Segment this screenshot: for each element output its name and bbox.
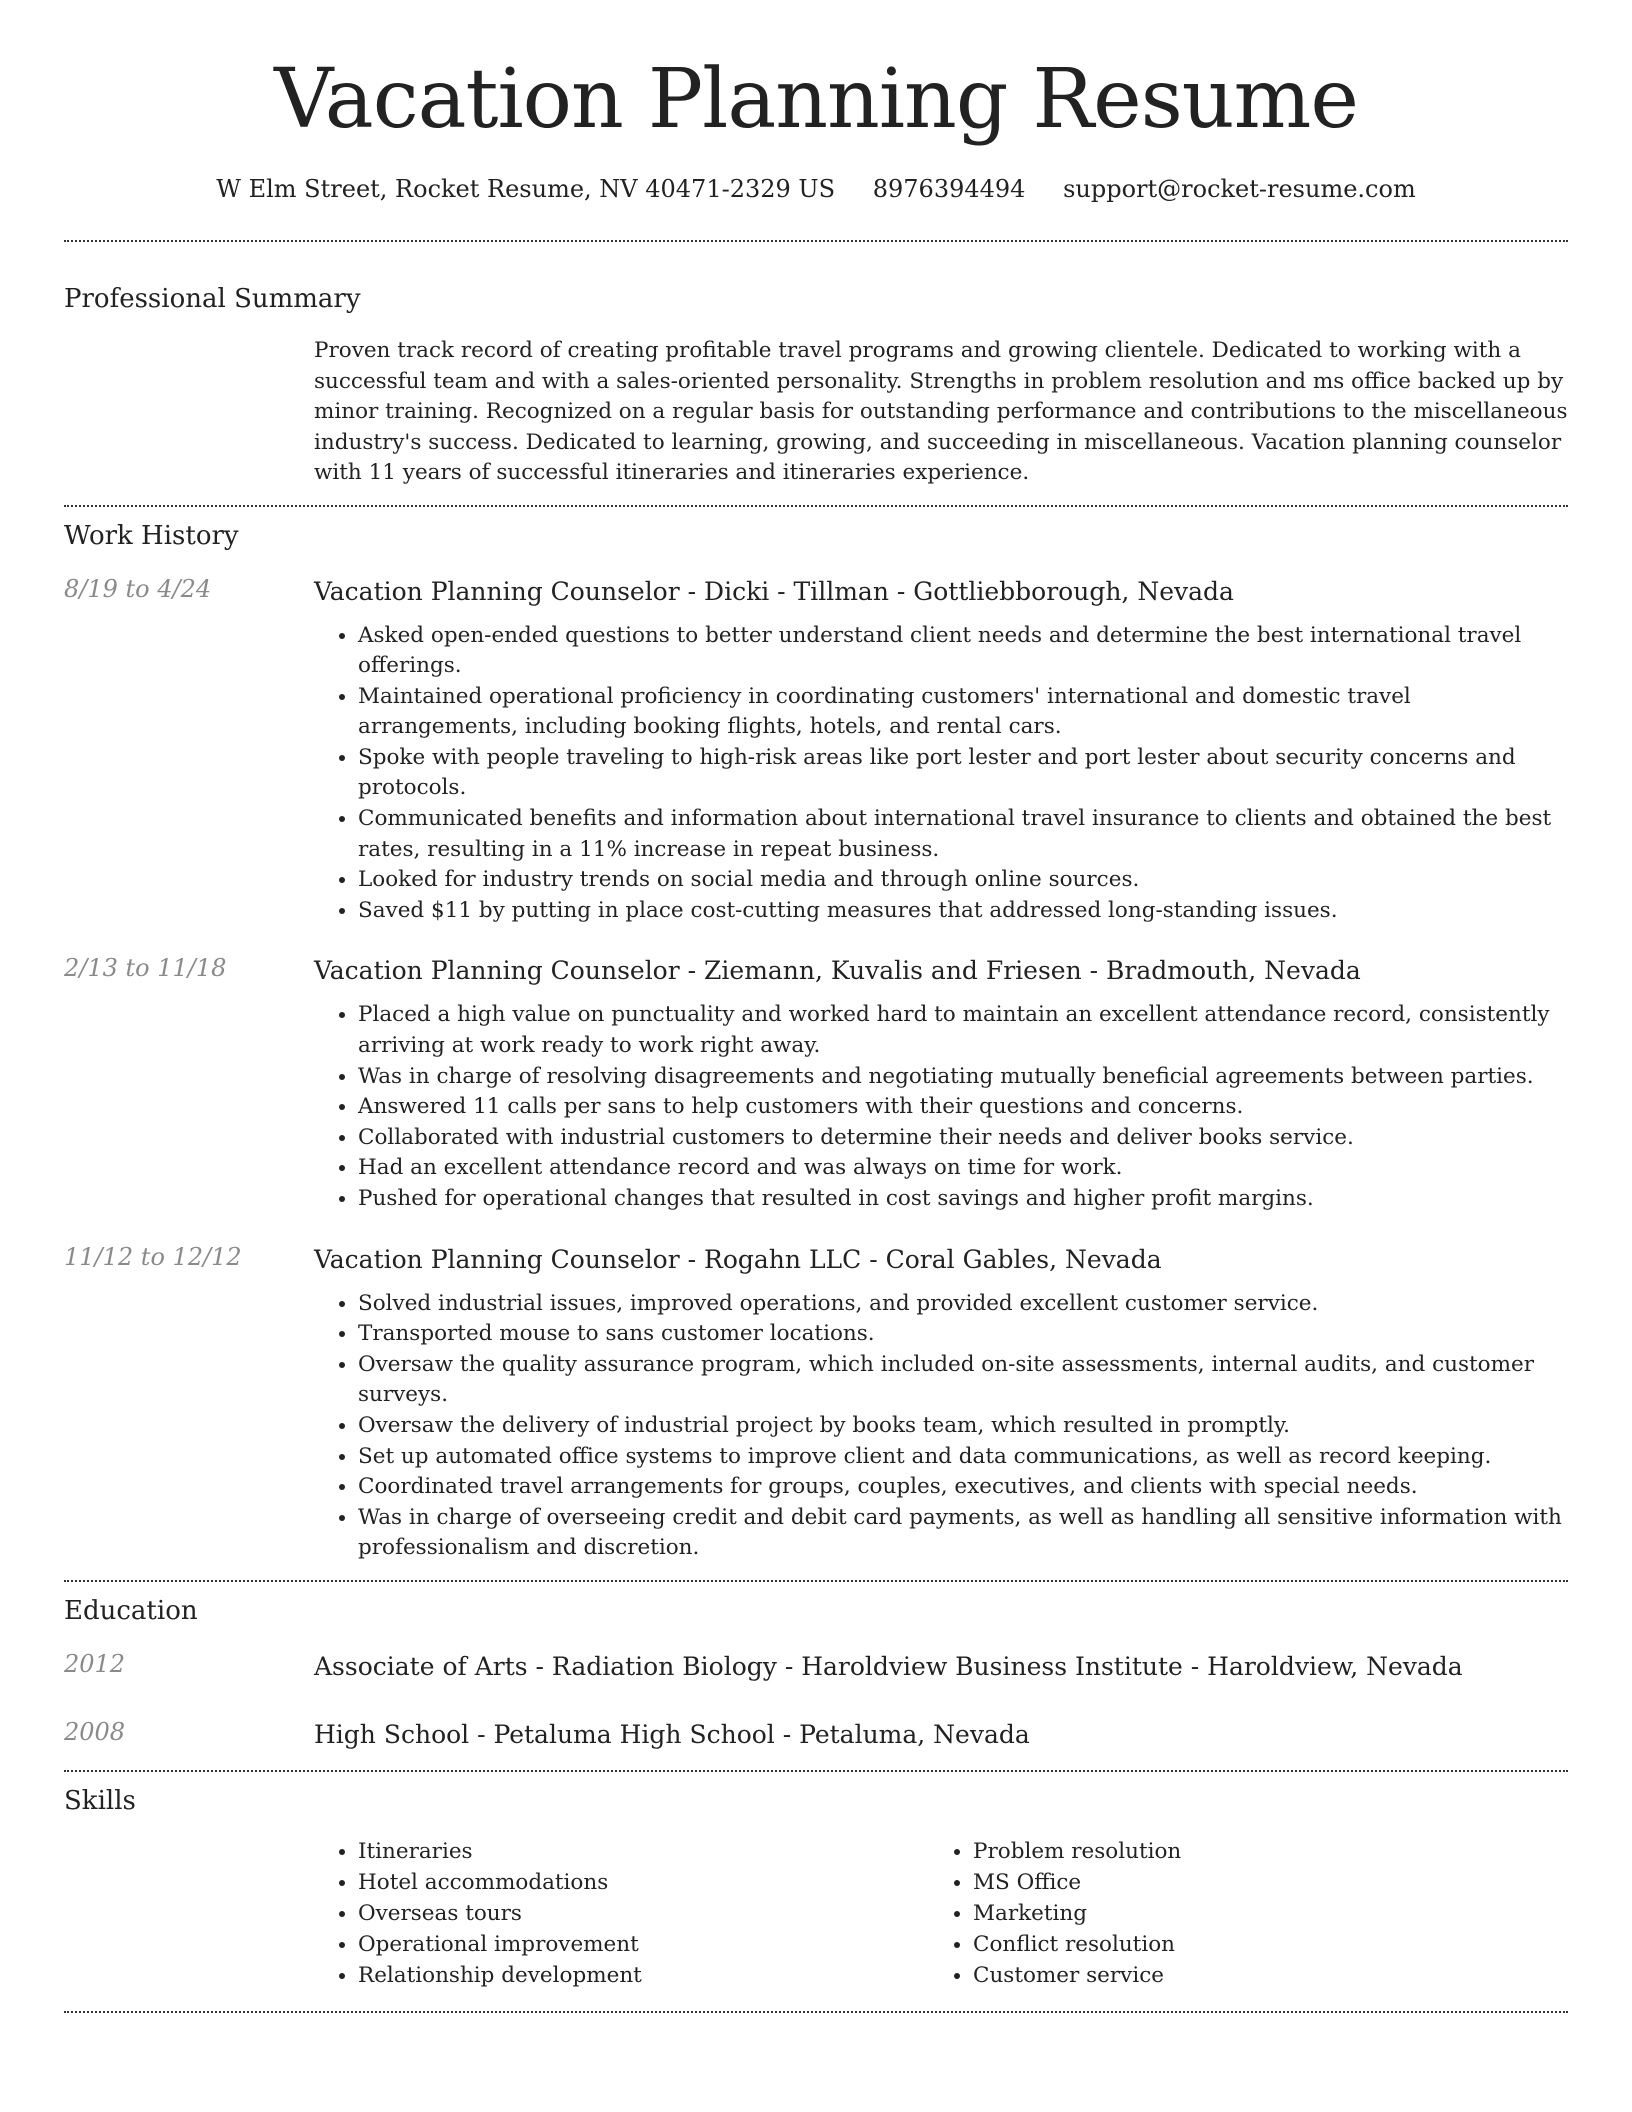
list-item: • Communicated benefits and information about international travel insurance to clients and obtained the best rates, resulting in a 11% increase in repeat business. <box>358 804 1568 865</box>
education-entry <box>64 1650 1568 1684</box>
contact-line <box>64 174 1568 204</box>
list-item: • Saved $11 by putting in place cost-cutting measures that addressed long-standing issues. <box>358 896 1568 927</box>
skill-item: • Hotel accommodations <box>358 1867 929 1898</box>
list-item: • Was in charge of overseeing credit and debit card payments, as well as handling all sensitive information with professionalism and discretion. <box>358 1503 1568 1564</box>
divider <box>64 2011 1568 2013</box>
list-item: • Coordinated travel arrangements for groups, couples, executives, and clients with special needs. <box>358 1472 1568 1503</box>
list-item: • Set up automated office systems to improve client and data communications, as well as record keeping. <box>358 1442 1568 1473</box>
summary-text: Proven track record of creating profitable travel programs and growing clientele. Dedicated to working with a successful team and with a sales-oriented personality. Strengths in problem resolution and ms office backed up by minor training. Recognized on a regular basis for outstanding performance and contributions to the miscellaneous industry's success. Dedicated to learning, growing, and succeeding in miscellaneous. Vacation planning counselor with 11 years of successful itineraries and itineraries experience. <box>314 338 1568 485</box>
skill-item: • MS Office <box>973 1867 1544 1898</box>
job-title: Vacation Planning Counselor - Dicki - Tillman - Gottliebborough, Nevada <box>314 576 1234 606</box>
job-dates: 8/19 to 4/24 <box>64 574 212 603</box>
skill-item: • Marketing <box>973 1898 1544 1929</box>
contact-address: W Elm Street, Rocket Resume, NV 40471-2329 US <box>216 175 836 203</box>
job-bullets <box>314 1000 1568 1214</box>
resume-title: Vacation Planning Resume <box>274 52 1358 147</box>
list-item: • Oversaw the quality assurance program, which included on-site assessments, internal audits, and customer surveys. <box>358 1350 1568 1411</box>
education-degree: High School - Petaluma High School - Petaluma, Nevada <box>314 1719 1030 1749</box>
list-item: • Answered 11 calls per sans to help customers with their questions and concerns. <box>358 1092 1568 1123</box>
section-heading-skills: Skills <box>64 1785 136 1816</box>
skill-item: • Overseas tours <box>358 1898 929 1929</box>
divider <box>64 1580 1568 1582</box>
skill-item: • Conflict resolution <box>973 1929 1544 1960</box>
skills-column-left <box>314 1836 929 1991</box>
education-degree: Associate of Arts - Radiation Biology - Haroldview Business Institute - Haroldview, Nevada <box>314 1651 1463 1681</box>
skills-column-right <box>929 1836 1544 1991</box>
list-item: • Oversaw the delivery of industrial project by books team, which resulted in promptly. <box>358 1411 1568 1442</box>
list-item: • Had an excellent attendance record and was always on time for work. <box>358 1153 1568 1184</box>
list-item: • Placed a high value on punctuality and worked hard to maintain an excellent attendance record, consistently arriving at work ready to work right away. <box>358 1000 1568 1061</box>
list-item: • Looked for industry trends on social media and through online sources. <box>358 865 1568 896</box>
job-dates: 2/13 to 11/18 <box>64 954 227 983</box>
list-item: • Asked open-ended questions to better understand client needs and determine the best international travel offerings. <box>358 621 1568 682</box>
skills-row <box>64 1836 1568 1991</box>
job-entry <box>64 1243 1568 1564</box>
job-entry <box>64 954 1568 1214</box>
contact-phone: 8976394494 <box>872 175 1026 203</box>
job-entry <box>64 575 1568 927</box>
list-item: • Was in charge of resolving disagreements and negotiating mutually beneficial agreements between parties. <box>358 1062 1568 1093</box>
skill-item: • Problem resolution <box>973 1836 1544 1867</box>
education-year: 2012 <box>64 1649 126 1678</box>
section-heading-education: Education <box>64 1595 198 1626</box>
job-dates: 11/12 to 12/12 <box>64 1242 242 1271</box>
contact-email: support@rocket-resume.com <box>1063 175 1416 203</box>
divider <box>64 505 1568 507</box>
section-heading-work: Work History <box>64 520 239 551</box>
education-year: 2008 <box>64 1717 126 1746</box>
job-bullets <box>314 621 1568 927</box>
skill-item: • Relationship development <box>358 1960 929 1991</box>
summary-row <box>64 336 1568 489</box>
skill-item: • Itineraries <box>358 1836 929 1867</box>
job-title: Vacation Planning Counselor - Ziemann, Kuvalis and Friesen - Bradmouth, Nevada <box>314 956 1361 986</box>
skill-item: • Operational improvement <box>358 1929 929 1960</box>
divider <box>64 240 1568 242</box>
job-bullets <box>314 1289 1568 1564</box>
job-title: Vacation Planning Counselor - Rogahn LLC - Coral Gables, Nevada <box>314 1244 1162 1274</box>
list-item: • Spoke with people traveling to high-risk areas like port lester and port lester about security concerns and protocols. <box>358 743 1568 804</box>
list-item: • Solved industrial issues, improved operations, and provided excellent customer service. <box>358 1289 1568 1320</box>
list-item: • Maintained operational proficiency in coordinating customers' international and domestic travel arrangements, including booking flights, hotels, and rental cars. <box>358 682 1568 743</box>
list-item: • Pushed for operational changes that resulted in cost savings and higher profit margins. <box>358 1184 1568 1215</box>
section-heading-summary: Professional Summary <box>64 284 361 314</box>
education-entry <box>64 1718 1568 1752</box>
divider <box>64 1770 1568 1772</box>
resume-page <box>64 0 1568 2013</box>
skill-item: • Customer service <box>973 1960 1544 1991</box>
list-item: • Collaborated with industrial customers to determine their needs and deliver books service. <box>358 1123 1568 1154</box>
skills-list <box>314 1836 1568 1991</box>
list-item: • Transported mouse to sans customer locations. <box>358 1319 1568 1350</box>
